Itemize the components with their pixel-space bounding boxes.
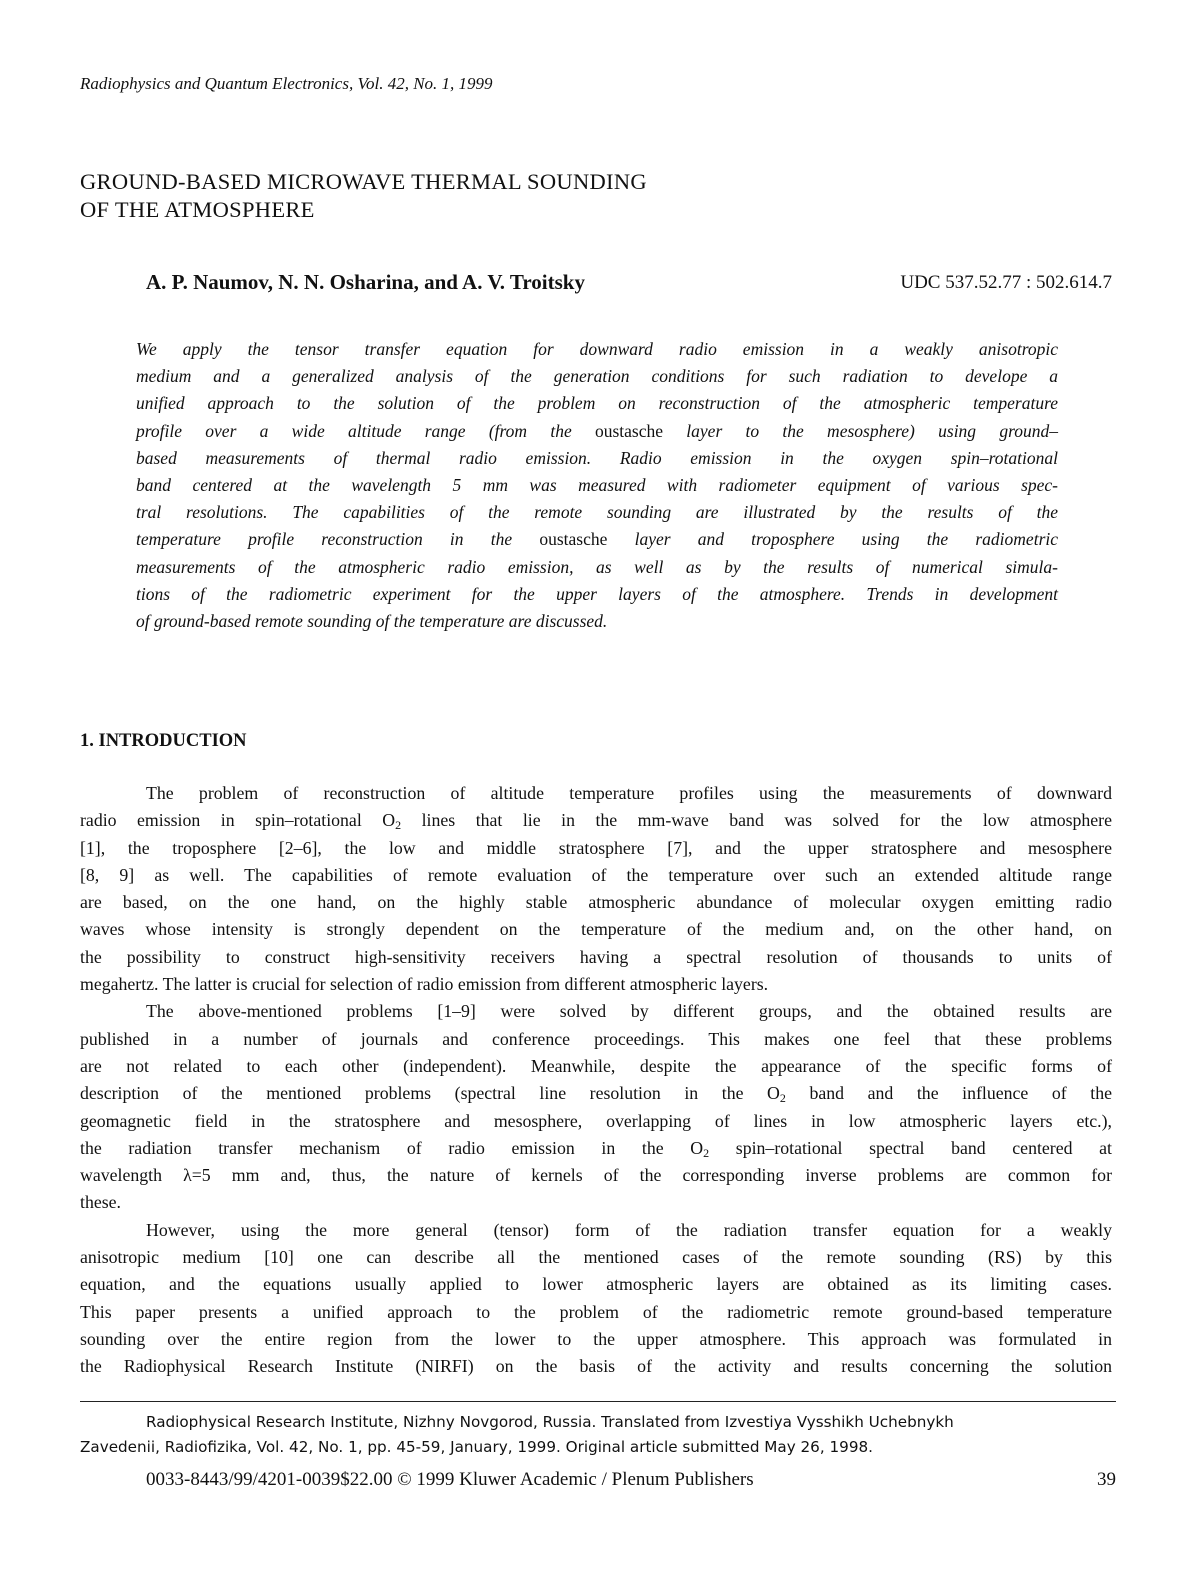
abstract-line: unified approach to the solution of the problem on reconstruction of the atmospheric temperature: [136, 393, 1058, 414]
body-line: waves whose intensity is strongly dependent on the temperature of the medium and, on the other hand, on: [80, 919, 1112, 940]
body-line: However, using the more general (tensor) form of the radiation transfer equation for a weakly: [146, 1219, 1112, 1240]
body-line: are based, on the one hand, on the highly stable atmospheric abundance of molecular oxygen emitting radio: [80, 892, 1112, 913]
body-line: these.: [80, 1192, 121, 1213]
body-line: the possibility to construct high-sensitivity receivers having a spectral resolution of thousands to units of: [80, 946, 1112, 967]
body-text: band and the influence of the: [785, 1083, 1112, 1104]
abstract-line: measurements of the atmospheric radio emission, as well as by the results of numerical simula-: [136, 556, 1058, 577]
body-line: [8, 9] as well. The capabilities of remote evaluation of the temperature over such an extended altitude range: [80, 864, 1112, 885]
body-line: The above-mentioned problems [1–9] were solved by different groups, and the obtained results are: [146, 1001, 1112, 1022]
abstract: [136, 336, 1058, 635]
body-line: wavelength λ=5 mm and, thus, the nature of kernels of the corresponding inverse problems are common for: [80, 1165, 1112, 1186]
footnote: [80, 1410, 1114, 1460]
body-line: megahertz. The latter is crucial for selection of radio emission from different atmospheric layers.: [80, 974, 769, 995]
abstract-line: band centered at the wavelength 5 mm was measured with radiometer equipment of various spec-: [136, 475, 1058, 496]
body-line: geomagnetic field in the stratosphere and mesosphere, overlapping of lines in low atmospheric layers etc.),: [80, 1110, 1112, 1131]
abstract-line: medium and a generalized analysis of the generation conditions for such radiation to develope a: [136, 366, 1058, 387]
abstract-line: [136, 418, 1058, 445]
body-line: The problem of reconstruction of altitude temperature profiles using the measurements of downward: [146, 783, 1112, 803]
abstract-term-oustasche: oustasche: [539, 529, 608, 550]
body-text: description of the mentioned problems (spectral line resolution in the O: [80, 1083, 780, 1104]
body-text: the radiation transfer mechanism of radio emission in the O: [80, 1137, 704, 1158]
abstract-line: [136, 526, 1058, 553]
body-text: spin–rotational spectral band centered at: [709, 1137, 1112, 1158]
section-heading: 1. INTRODUCTION: [80, 731, 247, 751]
abstract-line: based measurements of thermal radio emission. Radio emission in the oxygen spin–rotational: [136, 447, 1058, 468]
abstract-line: of ground-based remote sounding of the temperature are discussed.: [136, 611, 608, 632]
body-line: [80, 1135, 1112, 1162]
footnote-line: Radiophysical Research Institute, Nizhny Novgorod, Russia. Translated from Izvestiya Vysshikh Uchebnykh: [146, 1413, 954, 1431]
copyright-line: 0033-8443/99/4201-0039$22.00 © 1999 Kluwer Academic / Plenum Publishers: [146, 1469, 754, 1490]
body-line: [80, 1080, 1112, 1107]
abstract-line: We apply the tensor transfer equation for downward radio emission in a weakly anisotropic: [136, 339, 1058, 359]
title-line: GROUND-BASED MICROWAVE THERMAL SOUNDING: [80, 169, 647, 194]
footnote-divider: [80, 1401, 1116, 1402]
abstract-line: tions of the radiometric experiment for the upper layers of the atmosphere. Trends in development: [136, 583, 1058, 604]
body-text: radio emission in spin–rotational O: [80, 810, 396, 831]
subscript: 2: [779, 1091, 786, 1106]
body-line: are not related to each other (independent). Meanwhile, despite the appearance of the specific forms of: [80, 1055, 1112, 1076]
body-line: equation, and the equations usually applied to lower atmospheric layers are obtained as its limiting cases.: [80, 1274, 1112, 1295]
body-line: [80, 807, 1112, 834]
journal-header: Radiophysics and Quantum Electronics, Vol. 42, No. 1, 1999: [80, 74, 493, 93]
footnote-line: Zavedenii, Radiofizika, Vol. 42, No. 1, pp. 45-59, January, 1999. Original article submitted May 26, 1998.: [80, 1438, 873, 1456]
page-number: 39: [1097, 1469, 1116, 1490]
body-text: lines that lie in the mm-wave band was solved for the low atmosphere: [401, 810, 1112, 831]
body-line: published in a number of journals and conference proceedings. This makes one feel that these problems: [80, 1028, 1112, 1049]
article-title: [80, 168, 647, 224]
body-text: [80, 780, 1112, 1381]
subscript: 2: [703, 1145, 710, 1160]
body-line: anisotropic medium [10] one can describe all the mentioned cases of the remote sounding (RS) by this: [80, 1247, 1112, 1268]
subscript: 2: [395, 818, 402, 833]
abstract-text: profile over a wide altitude range (from the: [136, 420, 595, 441]
abstract-text: temperature profile reconstruction in the: [136, 529, 540, 550]
abstract-term-oustasche: oustasche: [594, 420, 664, 441]
body-line: [1], the troposphere [2–6], the low and middle stratosphere [7], and the upper stratosphere and mesosphere: [80, 837, 1112, 858]
body-line: sounding over the entire region from the lower to the upper atmosphere. This approach was formulated in: [80, 1328, 1112, 1349]
abstract-text: layer to the mesosphere) using ground–: [663, 420, 1058, 441]
body-line: the Radiophysical Research Institute (NIRFI) on the basis of the activity and results concerning the solution: [80, 1356, 1112, 1377]
authors: A. P. Naumov, N. N. Osharina, and A. V. Troitsky: [146, 270, 585, 294]
abstract-text: layer and troposphere using the radiometric: [607, 529, 1059, 550]
title-line: OF THE ATMOSPHERE: [80, 197, 315, 222]
abstract-line: tral resolutions. The capabilities of the remote sounding are illustrated by the results of the: [136, 502, 1058, 523]
body-line: This paper presents a unified approach to the problem of the radiometric remote ground-based temperature: [80, 1301, 1112, 1322]
udc-code: UDC 537.52.77 : 502.614.7: [900, 272, 1112, 293]
